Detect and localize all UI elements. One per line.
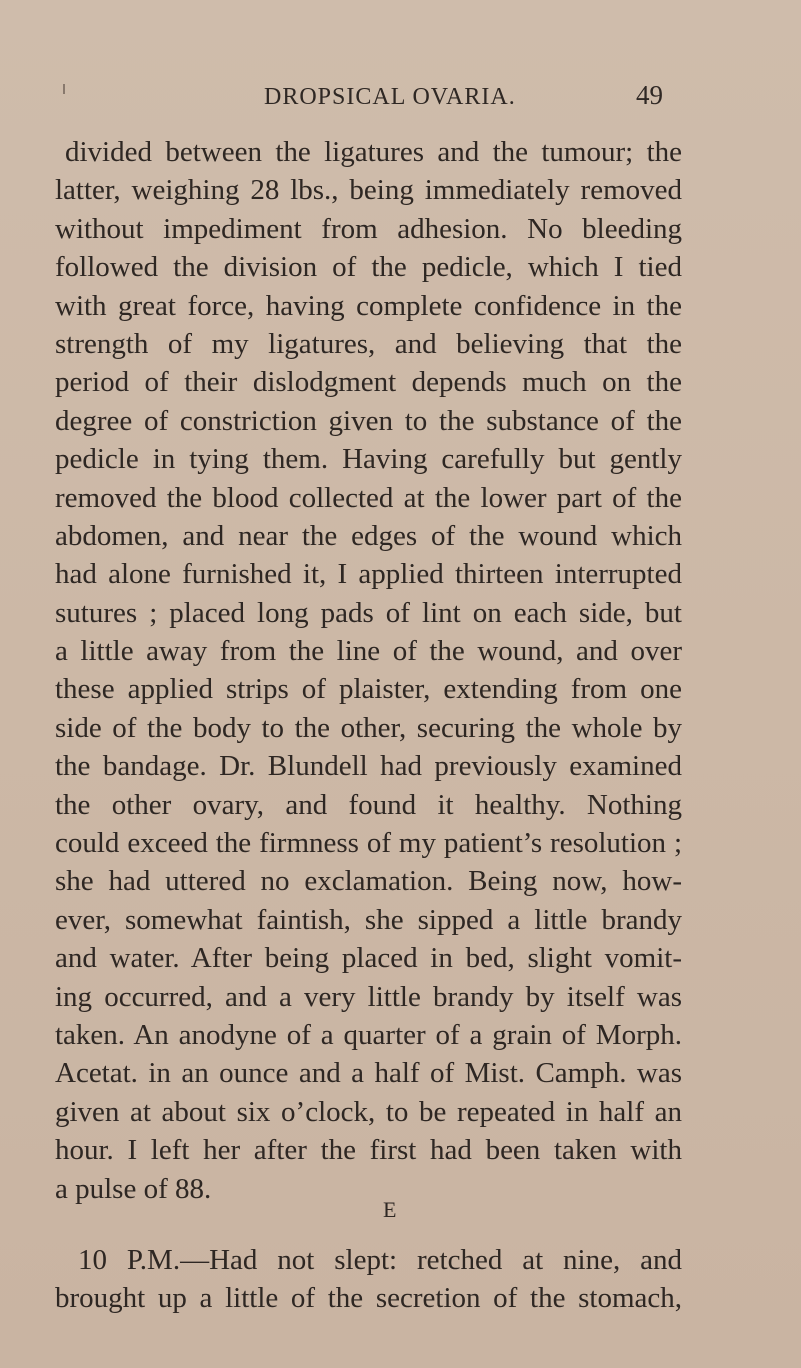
text-line: these applied strips of plaister, extending from one bbox=[55, 673, 682, 706]
text-line: followed the division of the pedicle, which I tied bbox=[55, 251, 682, 284]
text-line: removed the blood collected at the lower part of the bbox=[55, 481, 682, 514]
text-line: hour. I left her after the first had been taken with bbox=[55, 1134, 682, 1167]
signature-mark: E bbox=[383, 1197, 397, 1222]
text-line: ing occurred, and a very little brandy by itself was bbox=[55, 980, 682, 1013]
text-line: abdomen, and near the edges of the wound which bbox=[55, 519, 682, 552]
text-line: Acetat. in an ounce and a half of Mist. Camph. was bbox=[55, 1057, 682, 1090]
text-line: strength of my ligatures, and believing that the bbox=[55, 327, 682, 360]
page-number: 49 bbox=[636, 80, 663, 110]
text-line: brought up a little of the secretion of the stomach, bbox=[55, 1282, 682, 1315]
text-line: the bandage. Dr. Blundell had previously examined bbox=[55, 750, 682, 783]
text-line: taken. An anodyne of a quarter of a grain of Morph. bbox=[55, 1018, 682, 1051]
text-line: latter, weighing 28 lbs., being immediately removed bbox=[55, 174, 682, 207]
text-line: period of their dislodgment depends much on the bbox=[55, 366, 682, 399]
text-line: 10 P.M.—Had not slept: retched at nine, and bbox=[78, 1243, 682, 1276]
text-line: the other ovary, and found it healthy. Nothing bbox=[55, 788, 682, 821]
text-line: pedicle in tying them. Having carefully but gently bbox=[55, 443, 682, 476]
paragraph-gap bbox=[55, 1208, 682, 1241]
text-line: without impediment from adhesion. No bleeding bbox=[55, 212, 682, 245]
text-line: a little away from the line of the wound, and over bbox=[55, 635, 682, 668]
body-text bbox=[55, 133, 682, 1318]
text-line: degree of constriction given to the substance of the bbox=[55, 404, 682, 437]
text-line: she had uttered no exclamation. Being now, how- bbox=[55, 865, 682, 898]
text-line: sutures ; placed long pads of lint on each side, but bbox=[55, 596, 682, 629]
text-line: a pulse of 88. bbox=[55, 1172, 212, 1205]
text-line: and water. After being placed in bed, slight vomit- bbox=[55, 942, 682, 975]
text-line: with great force, having complete confidence in the bbox=[55, 289, 682, 322]
running-head bbox=[0, 80, 801, 116]
text-line: could exceed the firmness of my patient’s resolution ; bbox=[55, 827, 682, 860]
text-line: side of the body to the other, securing the whole by bbox=[55, 711, 682, 744]
text-line: had alone furnished it, I applied thirteen interrupted bbox=[55, 558, 682, 591]
running-title: DROPSICAL OVARIA. bbox=[264, 84, 516, 110]
text-line: given at about six o’clock, to be repeated in half an bbox=[55, 1095, 682, 1128]
text-line: divided between the ligatures and the tumour; the bbox=[65, 136, 682, 168]
text-line: ever, somewhat faintish, she sipped a little brandy bbox=[55, 903, 682, 936]
